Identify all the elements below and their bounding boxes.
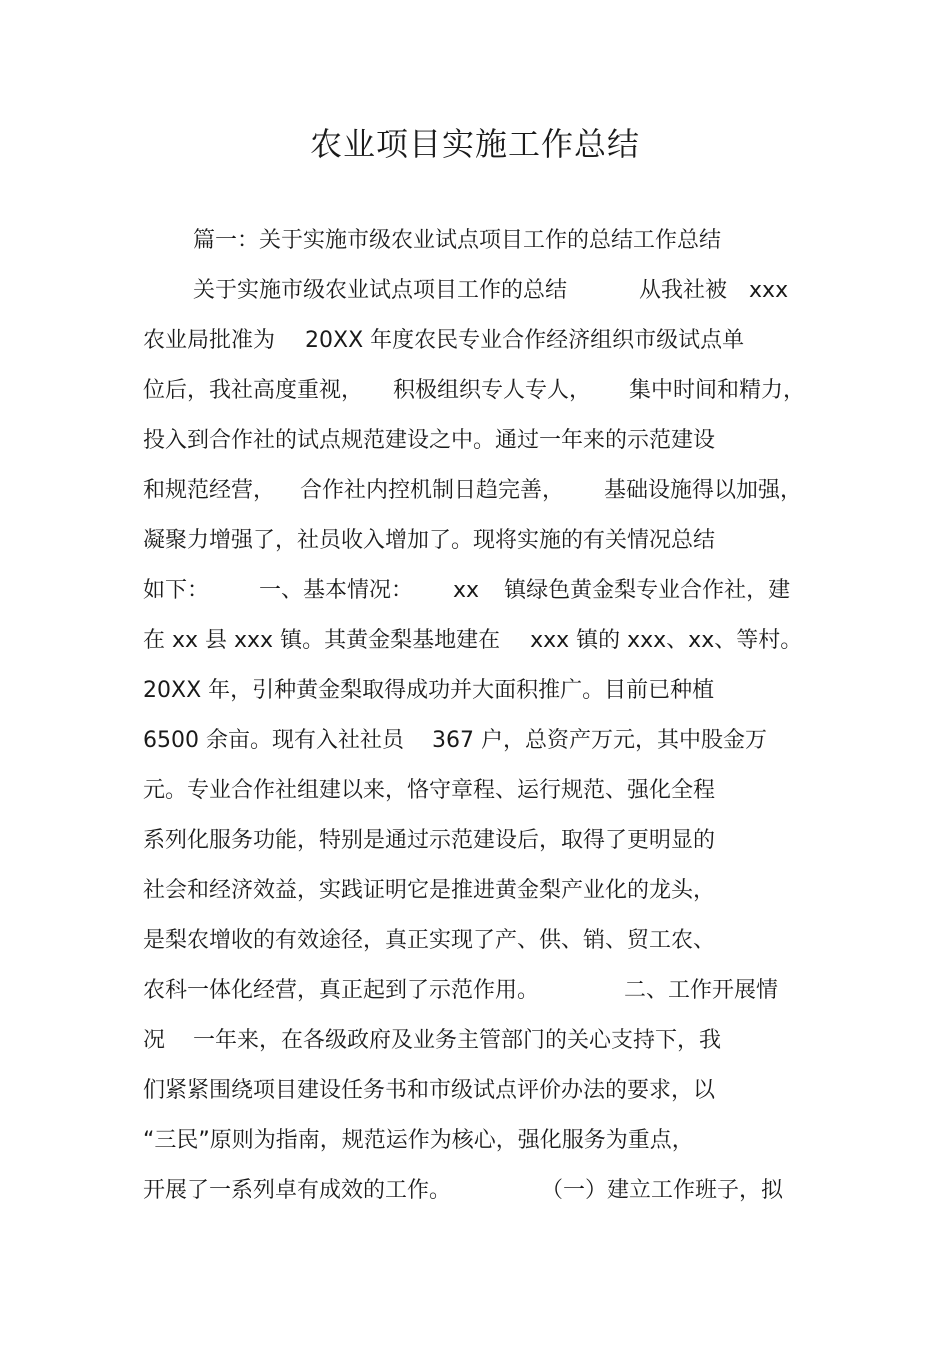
- text-segment: 如下：: [143, 578, 210, 603]
- body-line: [143, 476, 802, 506]
- text-segment: 况: [143, 1028, 166, 1053]
- text-segment: （一）建立工作班子，拟: [541, 1178, 784, 1203]
- body-line: [143, 1176, 783, 1206]
- text-segment: 农业局批准为: [143, 328, 276, 353]
- text-segment: xxx 镇的 xxx、xx、等村。: [530, 628, 803, 653]
- body-line: [143, 676, 714, 706]
- body-line: [143, 1026, 721, 1056]
- text-segment: 篇一：关于实施市级农业试点项目工作的总结工作总结: [193, 228, 722, 253]
- body-line: [193, 226, 721, 256]
- body-line: [143, 926, 715, 956]
- text-segment: 20XX 年，引种黄金梨取得成功并大面积推广。目前已种植: [143, 678, 715, 703]
- text-segment: 6500 余亩。现有入社社员: [143, 728, 404, 753]
- text-segment: 合作社内控机制日趋完善，: [300, 478, 565, 503]
- text-segment: xxx: [749, 278, 789, 303]
- text-segment: 投入到合作社的试点规范建设之中。通过一年来的示范建设: [143, 428, 716, 453]
- text-segment: 关于实施市级农业试点项目工作的总结: [193, 278, 568, 303]
- body-line: [143, 326, 744, 356]
- body-line: [143, 576, 790, 606]
- text-segment: 和规范经营，: [143, 478, 276, 503]
- text-segment: 积极组织专人专人，: [393, 378, 592, 403]
- text-segment: 一、基本情况：: [259, 578, 414, 603]
- body-line: [143, 976, 778, 1006]
- body-line: [143, 526, 715, 556]
- text-segment: 开展了一系列卓有成效的工作。: [143, 1178, 452, 1203]
- text-segment: 集中时间和精力，: [629, 378, 806, 403]
- text-segment: 二、工作开展情: [624, 978, 779, 1003]
- body-line: [143, 1076, 715, 1106]
- body-line: [143, 726, 767, 756]
- text-segment: 20XX 年度农民专业合作经济组织市级试点单: [305, 328, 745, 353]
- text-segment: xx: [453, 578, 480, 603]
- body-line: [143, 626, 802, 656]
- body-line: [143, 1126, 694, 1156]
- text-segment: 系列化服务功能，特别是通过示范建设后，取得了更明显的: [143, 828, 716, 853]
- body-line: [143, 876, 715, 906]
- text-segment: 镇绿色黄金梨专业合作社，建: [504, 578, 791, 603]
- body-line: [193, 276, 788, 306]
- text-segment: 元。专业合作社组建以来，恪守章程、运行规范、强化全程: [143, 778, 716, 803]
- text-segment: 凝聚力增强了，社员收入增加了。现将实施的有关情况总结: [143, 528, 716, 553]
- body-line: [143, 376, 805, 406]
- text-segment: 从我社被: [639, 278, 728, 303]
- document-title: 农业项目实施工作总结: [309, 125, 640, 163]
- text-segment: 基础设施得以加强，: [604, 478, 803, 503]
- text-segment: 农科一体化经营，真正起到了示范作用。: [143, 978, 540, 1003]
- text-segment: 是梨农增收的有效途径，真正实现了产、供、销、贸工农、: [143, 928, 716, 953]
- text-segment: 们紧紧围绕项目建设任务书和市级试点评价办法的要求，以: [143, 1078, 716, 1103]
- text-segment: 一年来，在各级政府及业务主管部门的关心支持下，我: [193, 1028, 722, 1053]
- text-segment: 在 xx 县 xxx 镇。其黄金梨基地建在: [143, 628, 501, 653]
- text-segment: “三民”原则为指南，规范运作为核心，强化服务为重点，: [143, 1128, 694, 1153]
- text-segment: 367 户，总资产万元，其中股金万: [431, 728, 767, 753]
- text-segment: 社会和经济效益，实践证明它是推进黄金梨产业化的龙头，: [143, 878, 716, 903]
- body-line: [143, 426, 715, 456]
- body-line: [143, 776, 715, 806]
- text-segment: 位后，我社高度重视，: [143, 378, 364, 403]
- body-line: [143, 826, 715, 856]
